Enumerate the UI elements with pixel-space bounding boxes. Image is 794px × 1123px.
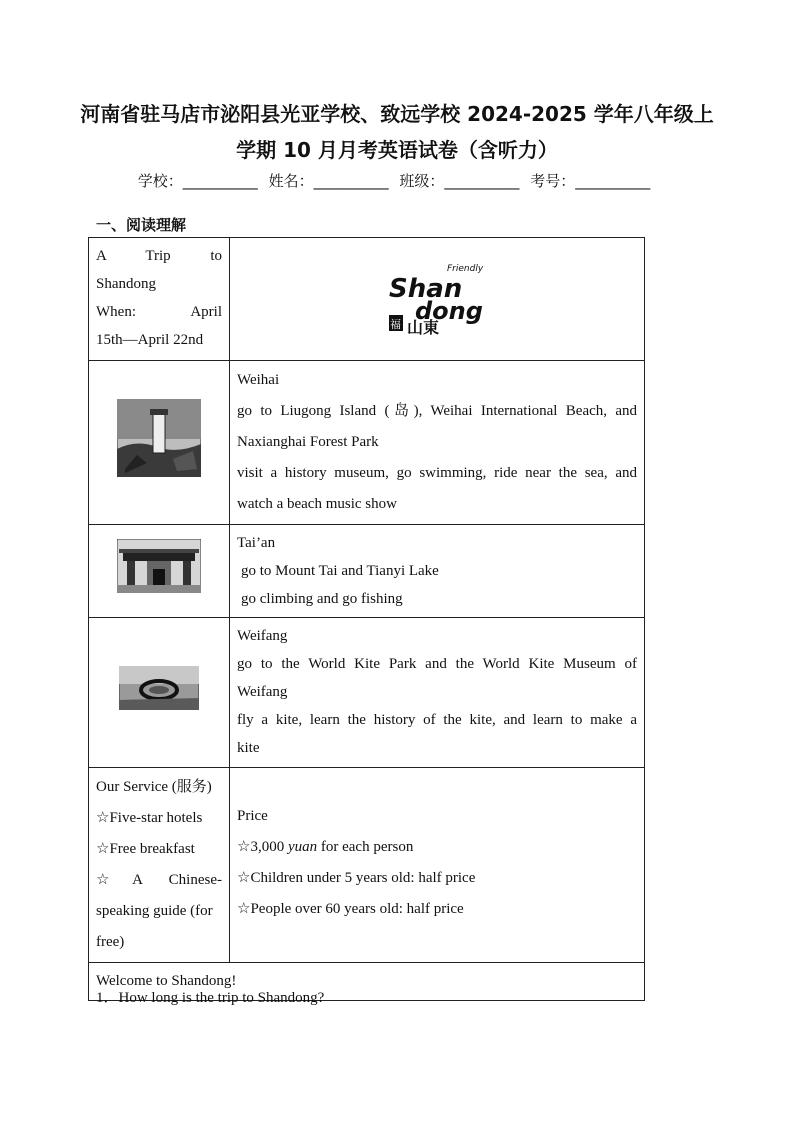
weifang-cell <box>230 618 645 768</box>
service-title: Our Service (服务) <box>96 779 212 795</box>
lighthouse-image <box>117 399 201 477</box>
weifang-place: Weifang <box>237 628 288 644</box>
service-row <box>89 768 645 963</box>
intro-line3: When: April <box>96 304 222 320</box>
exam-title-line2: 学期 10 月月考英语试卷（含听力） <box>236 138 558 162</box>
taian-row <box>89 525 645 618</box>
price-line1-currency: yuan <box>287 839 318 855</box>
intro-line4: 15th—April 22nd <box>96 332 204 348</box>
friendly-shandong-logo <box>377 249 497 339</box>
intro-line1: A Trip to <box>96 248 222 264</box>
weihai-line2: Naxianghai Forest Park <box>237 434 379 450</box>
price-line1 <box>237 832 637 863</box>
weifang-line2: Weifang <box>237 684 288 700</box>
weifang-line4: kite <box>237 740 260 756</box>
price-cell <box>230 768 645 963</box>
service-item3c: free) <box>96 934 125 950</box>
weifang-image-cell <box>89 618 230 768</box>
weihai-line4: watch a beach music show <box>237 496 397 512</box>
price-line3: ☆People over 60 years old: half price <box>237 901 464 917</box>
logo-cell <box>230 238 645 361</box>
price-line2: ☆Children under 5 years old: half price <box>237 870 476 886</box>
logo-friendly-text: Friendly <box>447 264 484 274</box>
taian-line2: go climbing and go fishing <box>241 591 403 607</box>
service-item3a: ☆A Chinese- <box>96 872 222 888</box>
taian-place: Tai’an <box>237 535 276 551</box>
taian-image-cell <box>89 525 230 618</box>
price-line1-prefix: ☆3,000 <box>237 839 288 855</box>
logo-dong-text: dong <box>415 297 483 325</box>
weifang-line3: fly a kite, learn the history of the kite, and learn to make a <box>237 712 637 728</box>
weihai-cell <box>230 361 645 525</box>
exam-title-line1: 河南省驻马店市泌阳县光亚学校、致远学校 2024-2025 学年八年级上 <box>80 102 714 126</box>
service-cell <box>89 768 230 963</box>
question-1: 1．How long is the trip to Shandong? <box>96 990 325 1006</box>
price-title: Price <box>237 808 268 824</box>
logo-shan-text: Shan <box>389 274 463 304</box>
welcome-cell: Welcome to Shandong! <box>89 963 645 1001</box>
kite-museum-image <box>119 666 199 710</box>
service-item1: ☆Five-star hotels <box>96 810 203 826</box>
service-item2: ☆Free breakfast <box>96 841 195 857</box>
logo-chinese-text: 山東 <box>407 318 440 337</box>
service-item3b: speaking guide (for <box>96 903 213 919</box>
name-field: 姓名：__________ <box>268 172 389 190</box>
logo-seal-text: 福 <box>390 318 401 331</box>
gate-image <box>117 539 201 593</box>
intro-cell <box>89 238 230 361</box>
intro-row <box>89 238 645 361</box>
taian-cell <box>230 525 645 618</box>
taian-line1: go to Mount Tai and Tianyi Lake <box>241 563 439 579</box>
section-title: 一、阅读理解 <box>96 216 187 234</box>
weihai-line3: visit a history museum, go swimming, ride near the sea, and <box>237 465 637 481</box>
weihai-line1: go to Liugong Island (岛), Weihai International Beach, and <box>237 403 637 419</box>
weifang-line1: go to the World Kite Park and the World Kite Museum of <box>237 656 637 672</box>
exam-number-field: 考号：__________ <box>530 172 651 190</box>
student-info-row <box>0 170 794 191</box>
weihai-image-cell <box>89 361 230 525</box>
intro-line2: Shandong <box>96 276 156 292</box>
weihai-row <box>89 361 645 525</box>
price-line1-suffix: for each person <box>317 839 414 855</box>
weifang-row <box>89 618 645 768</box>
class-field: 班级：__________ <box>399 172 520 190</box>
school-field: 学校：__________ <box>137 172 258 190</box>
trip-table <box>88 237 645 1001</box>
weihai-place: Weihai <box>237 372 280 388</box>
